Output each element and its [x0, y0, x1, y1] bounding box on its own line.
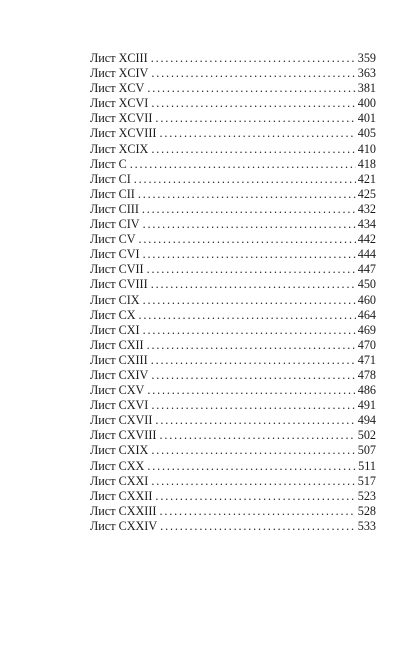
toc-entry[interactable] [90, 217, 376, 232]
toc-entry-title: Лист CX [90, 307, 136, 322]
toc-entry[interactable] [90, 428, 376, 443]
toc-entry[interactable] [90, 111, 376, 126]
toc-entry-title: Лист CXIX [90, 443, 149, 458]
toc-entry-page: 528 [357, 503, 376, 518]
toc-entry[interactable] [90, 142, 376, 157]
dot-leader [143, 293, 356, 308]
toc-entry-page: 486 [357, 383, 376, 398]
toc-entry[interactable] [90, 81, 376, 96]
toc-entry-title: Лист CI [90, 171, 131, 186]
toc-entry-title: Лист CVI [90, 247, 140, 262]
dot-leader [159, 428, 355, 443]
toc-entry-title: Лист CXXIII [90, 503, 157, 518]
toc-entry[interactable] [90, 157, 376, 172]
dot-leader [151, 142, 355, 157]
toc-entry-page: 363 [357, 66, 376, 81]
toc-entry-title: Лист CIII [90, 201, 139, 216]
toc-entry-title: Лист C [90, 156, 127, 171]
toc-entry[interactable] [90, 202, 376, 217]
dot-leader [143, 217, 356, 232]
dot-leader [142, 202, 356, 217]
toc-entry-page: 401 [357, 111, 376, 126]
toc-entry-title: Лист CXIV [90, 367, 149, 382]
dot-leader [143, 247, 356, 262]
toc-entry[interactable] [90, 293, 376, 308]
toc-entry[interactable] [90, 247, 376, 262]
toc-entry[interactable] [90, 172, 376, 187]
toc-entry-title: Лист CXV [90, 383, 145, 398]
dot-leader [159, 504, 355, 519]
toc-entry-title: Лист CXII [90, 337, 144, 352]
toc-entry[interactable] [90, 519, 376, 534]
toc-entry-title: Лист XCVIII [90, 126, 157, 141]
toc-entry-page: 502 [357, 428, 376, 443]
toc-entry-page: 418 [357, 156, 376, 171]
toc-entry-page: 511 [358, 458, 376, 473]
toc-entry-page: 381 [357, 81, 376, 96]
toc-entry-page: 425 [357, 186, 376, 201]
toc-entry[interactable] [90, 262, 376, 277]
toc-entry-title: Лист CXI [90, 322, 140, 337]
toc-entry[interactable] [90, 353, 376, 368]
toc-entry[interactable] [90, 443, 376, 458]
dot-leader [147, 459, 356, 474]
dot-leader [147, 383, 355, 398]
toc-entry-title: Лист CXVI [90, 398, 149, 413]
toc-entry-page: 478 [357, 367, 376, 382]
toc-entry-title: Лист CIX [90, 292, 140, 307]
toc-entry-title: Лист XCVI [90, 96, 149, 111]
toc-entry-page: 444 [357, 247, 376, 262]
toc-entry-title: Лист CV [90, 232, 136, 247]
toc-entry-page: 460 [357, 292, 376, 307]
toc-entry[interactable] [90, 398, 376, 413]
toc-entry-page: 405 [357, 126, 376, 141]
dot-leader [155, 489, 355, 504]
toc-entry[interactable] [90, 459, 376, 474]
toc-entry-title: Лист CXVIII [90, 428, 157, 443]
dot-leader [155, 111, 355, 126]
dot-leader [134, 172, 356, 187]
toc-entry-page: 491 [357, 398, 376, 413]
dot-leader [151, 368, 355, 383]
dot-leader [151, 96, 355, 111]
toc-entry[interactable] [90, 489, 376, 504]
toc-entry-title: Лист XCV [90, 81, 145, 96]
dot-leader [151, 443, 355, 458]
dot-leader [151, 66, 355, 81]
toc-entry-title: Лист CXXI [90, 473, 149, 488]
toc-entry-page: 432 [357, 201, 376, 216]
toc-entry-page: 471 [357, 352, 376, 367]
toc-entry-title: Лист CII [90, 186, 135, 201]
toc-entry-page: 523 [357, 488, 376, 503]
toc-entry-page: 469 [357, 322, 376, 337]
dot-leader [151, 474, 355, 489]
toc-entry-page: 442 [357, 232, 376, 247]
toc-entry-page: 359 [357, 51, 376, 65]
toc-entry-title: Лист XCVII [90, 111, 153, 126]
toc-entry[interactable] [90, 187, 376, 202]
toc-entry-title: Лист XCIV [90, 66, 149, 81]
dot-leader [151, 398, 355, 413]
toc-entry-title: Лист XCIX [90, 141, 149, 156]
toc-entry-page: 507 [357, 443, 376, 458]
table-of-contents [90, 51, 376, 534]
toc-entry-page: 517 [357, 473, 376, 488]
dot-leader [159, 126, 355, 141]
toc-entry[interactable] [90, 338, 376, 353]
toc-entry[interactable] [90, 413, 376, 428]
toc-entry-page: 434 [357, 217, 376, 232]
toc-entry[interactable] [90, 383, 376, 398]
dot-leader [147, 81, 355, 96]
toc-entry[interactable] [90, 368, 376, 383]
toc-entry[interactable] [90, 51, 376, 66]
toc-entry-title: Лист CXIII [90, 352, 148, 367]
dot-leader [130, 157, 356, 172]
toc-entry-page: 400 [357, 96, 376, 111]
toc-entry-title: Лист CXX [90, 458, 145, 473]
dot-leader [143, 323, 356, 338]
dot-leader [151, 353, 356, 368]
toc-entry-title: Лист CXXIV [90, 518, 158, 533]
toc-entry-title: Лист CIV [90, 217, 140, 232]
toc-entry[interactable] [90, 66, 376, 81]
dot-leader [151, 51, 356, 66]
toc-entry[interactable] [90, 323, 376, 338]
dot-leader [160, 519, 356, 534]
toc-entry[interactable] [90, 232, 376, 247]
toc-entry[interactable] [90, 96, 376, 111]
toc-entry-page: 470 [357, 337, 376, 352]
dot-leader [151, 277, 356, 292]
toc-entry[interactable] [90, 474, 376, 489]
toc-entry-page: 450 [357, 277, 376, 292]
toc-entry[interactable] [90, 277, 376, 292]
toc-entry-page: 447 [357, 262, 376, 277]
dot-leader [139, 308, 356, 323]
dot-leader [139, 232, 356, 247]
toc-entry[interactable] [90, 504, 376, 519]
toc-entry-title: Лист CVII [90, 262, 144, 277]
dot-leader [147, 262, 356, 277]
toc-entry-page: 410 [357, 141, 376, 156]
toc-entry-page: 464 [357, 307, 376, 322]
toc-entry-title: Лист CVIII [90, 277, 148, 292]
toc-entry-title: Лист CXVII [90, 413, 153, 428]
toc-entry-page: 421 [357, 171, 376, 186]
dot-leader [155, 413, 355, 428]
dot-leader [138, 187, 356, 202]
toc-entry-page: 533 [357, 518, 376, 533]
toc-entry-page: 494 [357, 413, 376, 428]
toc-entry-title: Лист XCIII [90, 51, 148, 65]
dot-leader [147, 338, 356, 353]
toc-entry[interactable] [90, 308, 376, 323]
toc-entry-title: Лист CXXII [90, 488, 153, 503]
toc-entry[interactable] [90, 126, 376, 141]
